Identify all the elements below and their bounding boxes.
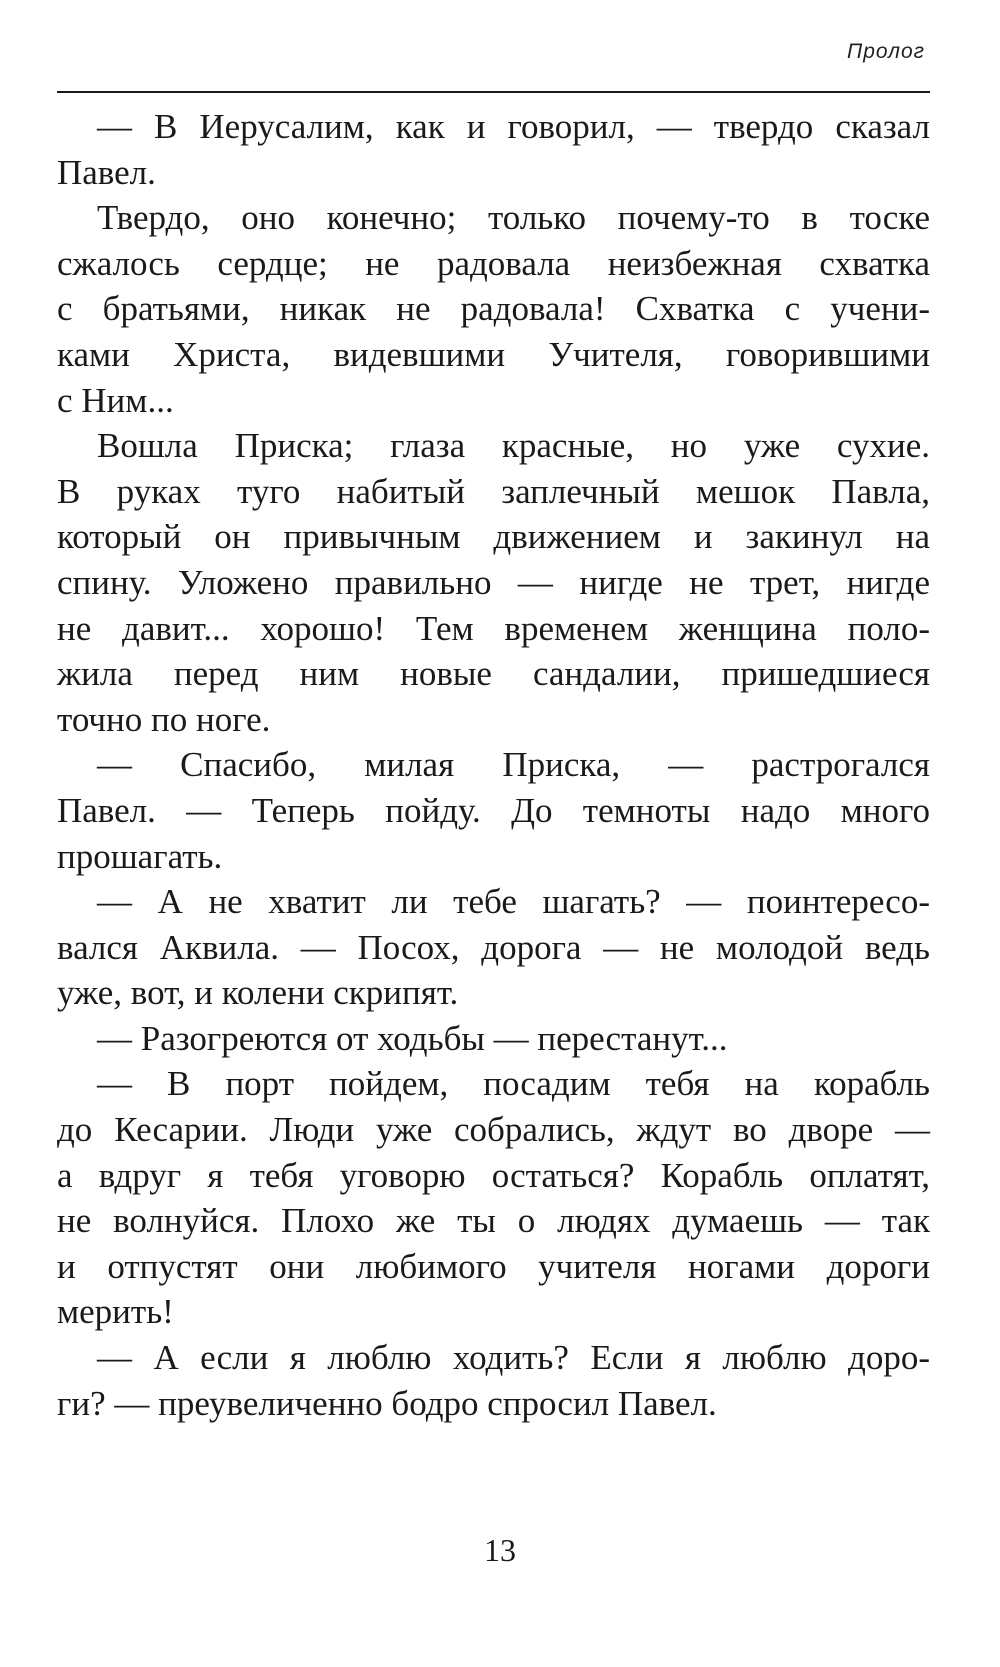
text-line: Твердо, оно конечно; только почему-то в тоске [97, 198, 930, 238]
paragraph [57, 1061, 930, 1335]
paragraph [57, 1016, 930, 1062]
text-line: В руках туго набитый заплечный мешок Павла, [57, 471, 930, 511]
text-line: не волнуйся. Плохо же ты о людях думаешь — так [57, 1201, 930, 1241]
text-line: уже, вот, и колени скрипят. [57, 973, 459, 1013]
text-line: Павел. [57, 152, 156, 192]
text-line: мерить! [57, 1292, 174, 1332]
text-line: вался Аквила. — Посох, дорога — не молодой ведь [57, 927, 930, 967]
text-line: — А если я люблю ходить? Если я люблю доро- [97, 1338, 930, 1378]
text-line: не давит... хорошо! Тем временем женщина поло- [57, 608, 930, 648]
text-line: Вошла Приска; глаза красные, но уже сухие. [97, 426, 930, 466]
text-line: ги? — преувеличенно бодро спросил Павел. [57, 1383, 717, 1423]
header-rule [57, 91, 930, 93]
text-line: и отпустят они любимого учителя ногами дороги [57, 1246, 930, 1286]
text-line: Павел. — Теперь пойду. До темноты надо много [57, 790, 930, 830]
text-line: ками Христа, видевшими Учителя, говорившими [57, 334, 930, 374]
paragraph [57, 742, 930, 879]
paragraph [57, 1335, 930, 1426]
text-line: до Кесарии. Люди уже собрались, ждут во дворе — [57, 1110, 930, 1150]
text-line: с братьями, никак не радовала! Схватка с учени- [57, 289, 930, 329]
running-head-title: Пролог [847, 40, 925, 63]
paragraph [57, 879, 930, 1016]
text-line: прошагать. [57, 836, 223, 876]
paragraph [57, 195, 930, 423]
text-line: который он привычным движением и закинул на [57, 517, 930, 557]
paragraph [57, 423, 930, 742]
body-text [57, 104, 930, 1426]
text-line: — Спасибо, милая Приска, — растрогался [97, 745, 930, 785]
text-line: а вдруг я тебя уговорю остаться? Корабль оплатят, [57, 1155, 930, 1195]
text-line: с Ним... [57, 380, 174, 420]
text-line: — Разогреются от ходьбы — перестанут... [97, 1018, 728, 1058]
page-number: 13 [484, 1532, 516, 1568]
text-line: — А не хватит ли тебе шагать? — поинтересо- [97, 882, 930, 922]
paragraph [57, 104, 930, 195]
text-line: точно по ноге. [57, 699, 271, 739]
text-line: — В Иерусалим, как и говорил, — твердо сказал [97, 107, 930, 146]
text-line: жила перед ним новые сандалии, пришедшиеся [57, 654, 930, 694]
text-line: сжалось сердце; не радовала неизбежная схватка [57, 243, 930, 283]
text-line: — В порт пойдем, посадим тебя на корабль [97, 1064, 930, 1104]
text-line: спину. Уложено правильно — нигде не трет, нигде [57, 562, 930, 602]
